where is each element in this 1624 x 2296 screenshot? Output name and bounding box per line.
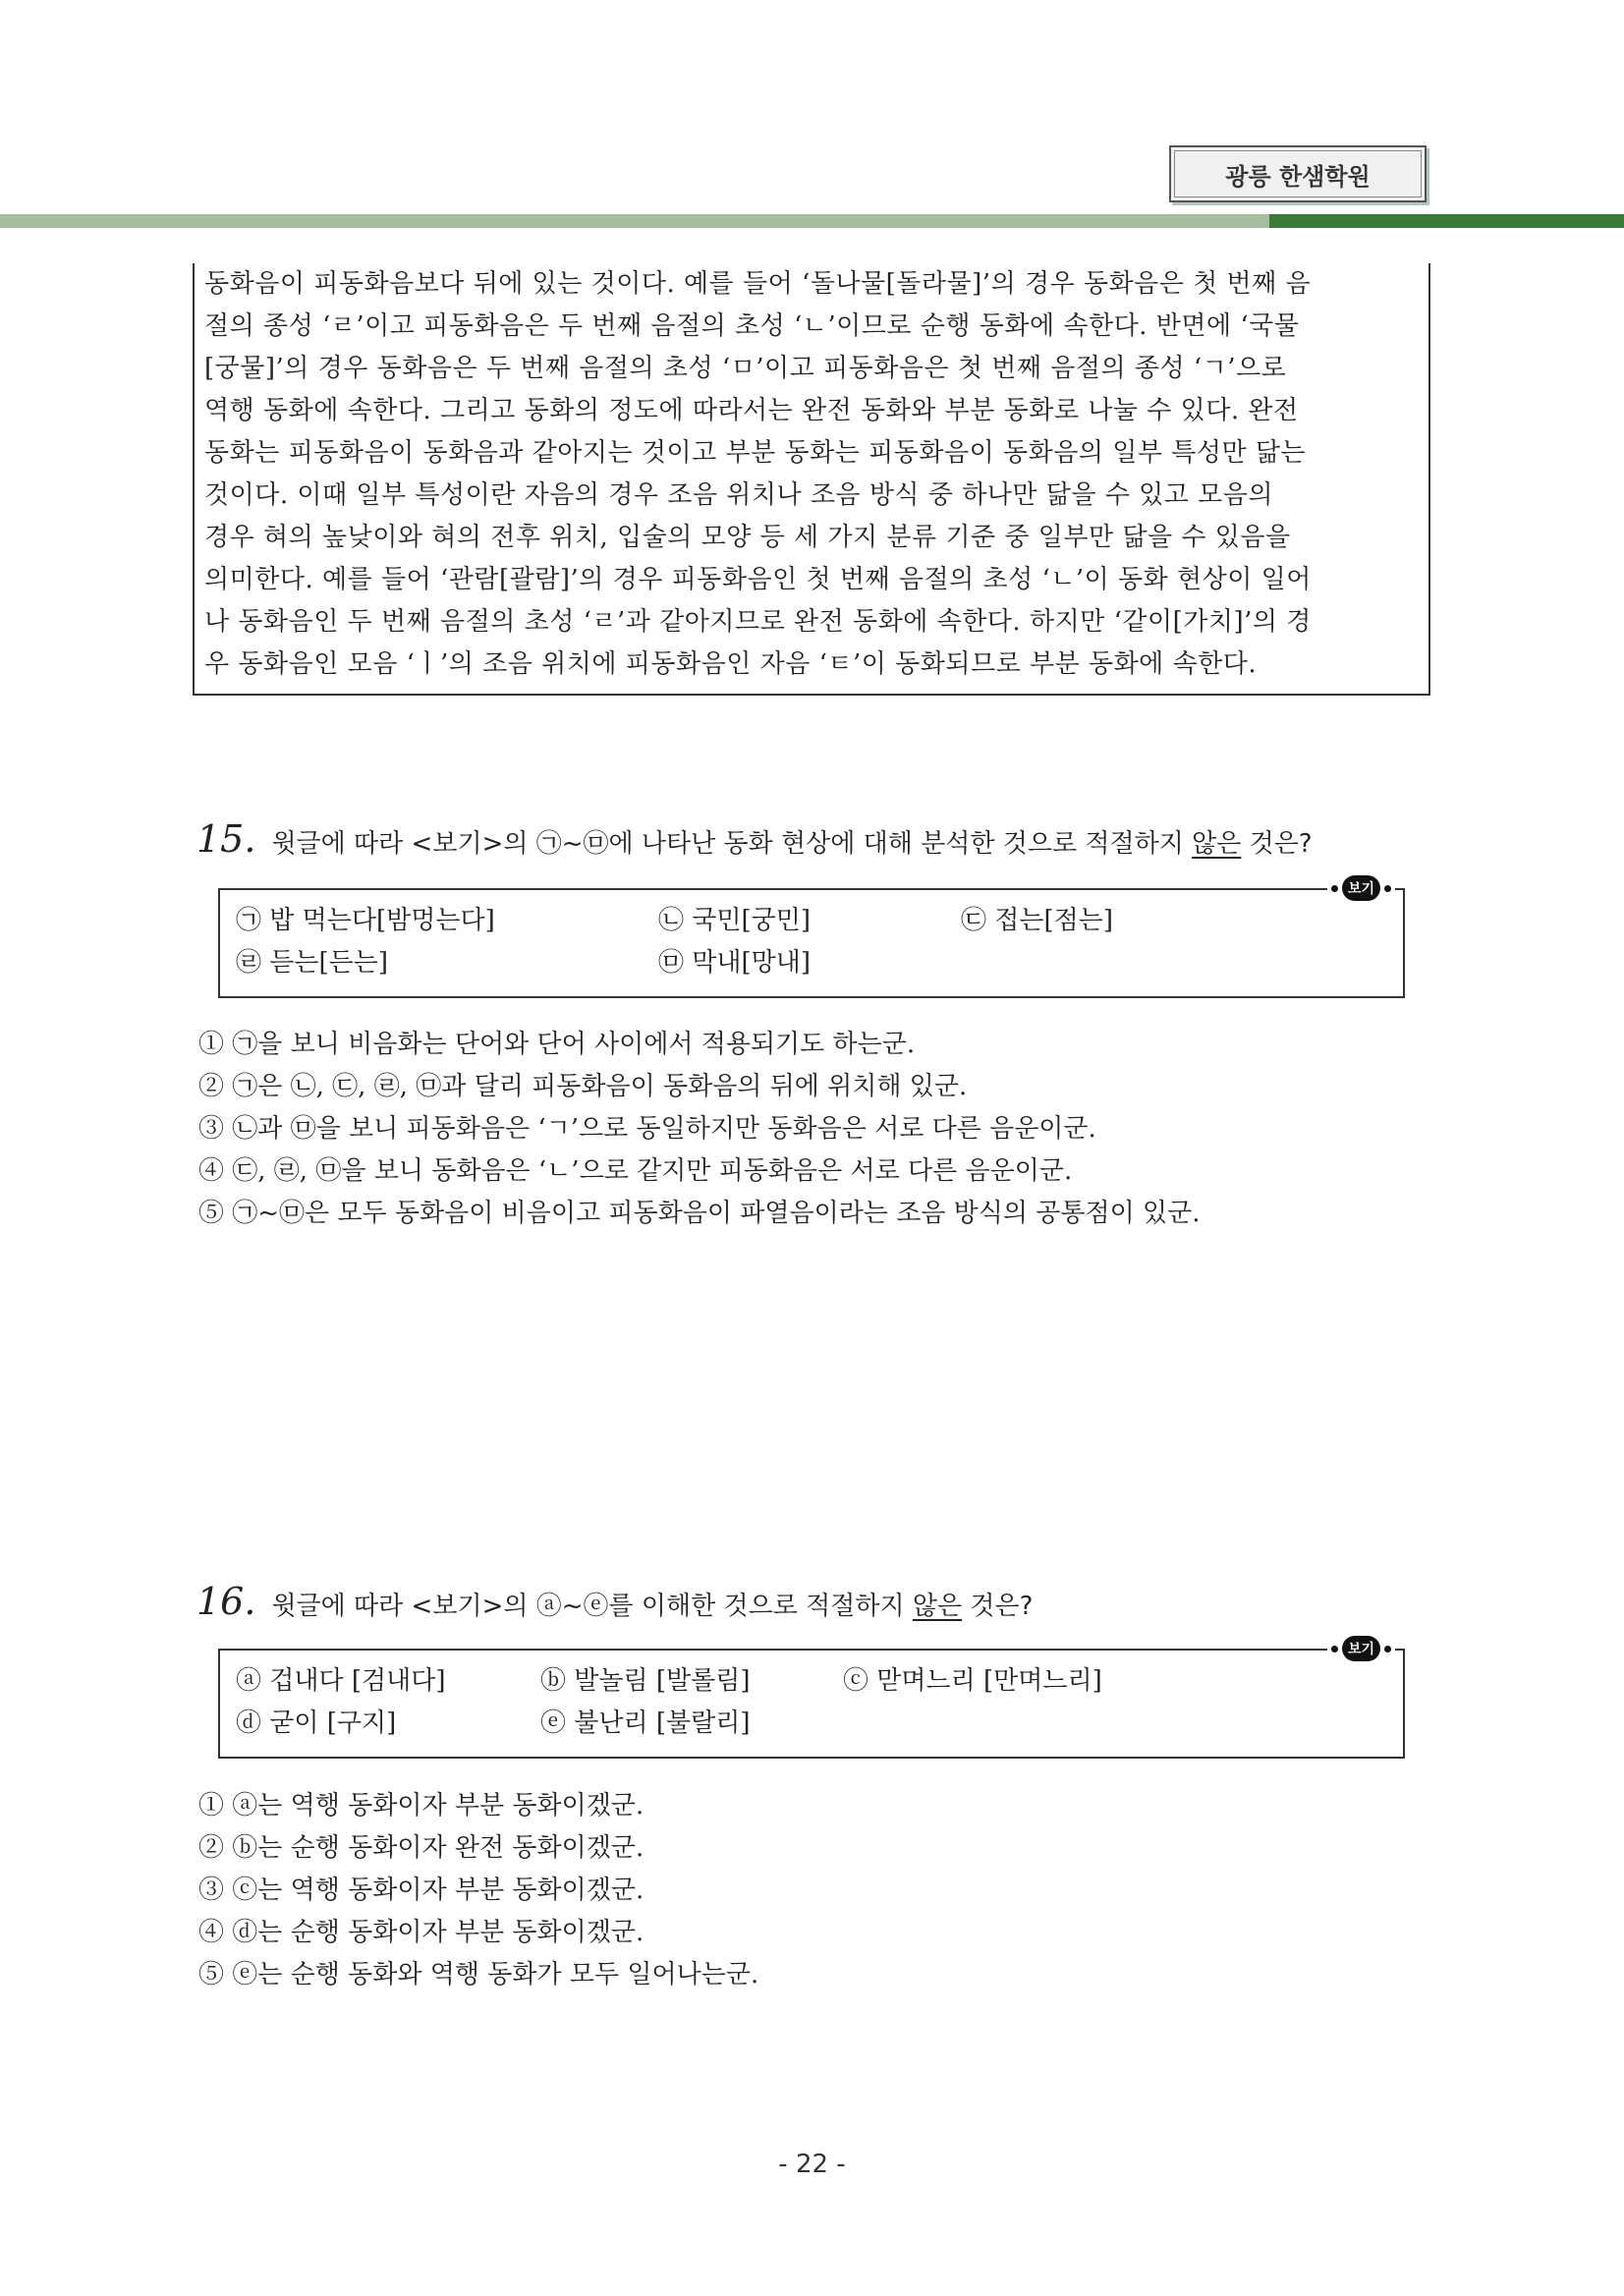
bogi-item: ⓔ 불난리 [불랄리] <box>540 1708 751 1738</box>
bullet-dot-icon <box>1384 1646 1391 1652</box>
question-number: 16. <box>196 1580 256 1623</box>
bullet-dot-icon <box>1384 885 1391 892</box>
emphasis-underline: 않은 <box>912 1592 963 1621</box>
answer-choice[interactable]: ① ㉠을 보니 비음화는 단어와 단어 사이에서 적용되기도 하는군. <box>198 1030 916 1059</box>
passage-line: 동화는 피동화음이 동화음과 같아지는 것이고 부분 동화는 피동화음이 동화음의 일부 특성만 닮는 <box>204 438 1307 468</box>
question-15-bogi-box <box>218 881 1405 998</box>
question-number: 15. <box>196 817 256 861</box>
answer-choice[interactable]: ② ㉠은 ㉡, ㉢, ㉣, ㉤과 달리 피동화음이 동화음의 뒤에 위치해 있군. <box>198 1072 968 1101</box>
answer-choice[interactable]: ⑤ ⓔ는 순행 동화와 역행 동화가 모두 일어나는군. <box>198 1960 759 1989</box>
page-number: - 22 - <box>778 2150 846 2179</box>
bogi-item: ㉠ 밥 먹는다[밤멍는다] <box>236 906 495 935</box>
bogi-item: ㉣ 듣는[든는] <box>236 948 389 978</box>
bullet-dot-icon <box>1331 1646 1338 1652</box>
bogi-label <box>1327 1635 1395 1662</box>
passage-line: 것이다. 이때 일부 특성이란 자음의 경우 조음 위치나 조음 방식 중 하나만 닮을 수 있고 모음의 <box>204 480 1274 510</box>
passage-line: [궁물]’의 경우 동화음은 두 번째 음절의 초성 ‘ㅁ’이고 피동화음은 첫 번째 음절의 종성 ‘ㄱ’으로 <box>204 354 1287 383</box>
passage-line: 경우 혀의 높낮이와 혀의 전후 위치, 입술의 모양 등 세 가지 분류 기준 중 일부만 닮을 수 있음을 <box>204 523 1291 552</box>
bogi-item: ㉢ 접는[점는] <box>961 906 1114 935</box>
bogi-item: ⓒ 맏며느리 [만며느리] <box>843 1666 1102 1696</box>
answer-choice[interactable]: ④ ⓓ는 순행 동화이자 부분 동화이겠군. <box>198 1918 644 1947</box>
bogi-item: ㉡ 국민[궁민] <box>658 906 812 935</box>
question-16-bogi-box <box>218 1642 1405 1759</box>
bogi-item: ㉤ 막내[망내] <box>658 948 812 978</box>
passage-line: 동화음이 피동화음보다 뒤에 있는 것이다. 예를 들어 ‘돌나물[돌라물]’의 경우 동화음은 첫 번째 음 <box>204 269 1312 299</box>
passage-line: 나 동화음인 두 번째 음절의 초성 ‘ㄹ’과 같아지므로 완전 동화에 속한다. 하지만 ‘같이[가치]’의 경 <box>204 607 1312 637</box>
question-15-choices <box>198 1024 1201 1235</box>
emphasis-underline: 않은 <box>1192 829 1242 859</box>
question-text: 윗글에 따라 <보기>의 ㉠~㉤에 나타난 동화 현상에 대해 분석한 것으로 적절하지 않은 것은? <box>271 829 1313 859</box>
bogi-label <box>1327 874 1395 902</box>
bogi-seal: 보기 <box>1342 1636 1380 1661</box>
academy-name: 광릉 한샘학원 <box>1225 162 1371 191</box>
bullet-dot-icon <box>1331 885 1338 892</box>
question-16-stem <box>196 1580 1434 1623</box>
academy-badge <box>1169 145 1427 202</box>
question-16-choices <box>198 1785 758 1996</box>
header-rule-light <box>0 214 1269 228</box>
answer-choice[interactable]: ⑤ ㉠~㉤은 모두 동화음이 비음이고 피동화음이 파열음이라는 조음 방식의 공통점이 있군. <box>198 1199 1201 1228</box>
answer-choice[interactable]: ② ⓑ는 순행 동화이자 완전 동화이겠군. <box>198 1833 644 1863</box>
question-text: 윗글에 따라 <보기>의 ⓐ~ⓔ를 이해한 것으로 적절하지 않은 것은? <box>271 1592 1034 1621</box>
bogi-item: ⓓ 굳이 [구지] <box>236 1708 397 1738</box>
passage-line: 역행 동화에 속한다. 그리고 동화의 정도에 따라서는 완전 동화와 부분 동화로 나눌 수 있다. 완전 <box>204 396 1299 425</box>
reading-passage <box>193 263 1430 696</box>
bogi-item: ⓑ 발놀림 [발롤림] <box>540 1666 751 1696</box>
answer-choice[interactable]: ③ ⓒ는 역행 동화이자 부분 동화이겠군. <box>198 1876 644 1905</box>
bogi-item: ⓐ 겁내다 [검내다] <box>236 1666 446 1696</box>
passage-line: 절의 종성 ‘ㄹ’이고 피동화음은 두 번째 음절의 초성 ‘ㄴ’이므로 순행 동화에 속한다. 반면에 ‘국물 <box>204 311 1300 341</box>
bogi-seal: 보기 <box>1342 875 1380 901</box>
question-15-stem <box>196 817 1434 861</box>
answer-choice[interactable]: ① ⓐ는 역행 동화이자 부분 동화이겠군. <box>198 1791 644 1820</box>
passage-line: 우 동화음인 모음 ‘ㅣ’의 조음 위치에 피동화음인 자음 ‘ㅌ’이 동화되므로 부분 동화에 속한다. <box>204 649 1258 679</box>
header-rule-dark <box>1269 214 1624 228</box>
passage-line: 의미한다. 예를 들어 ‘관람[괄람]’의 경우 피동화음인 첫 번째 음절의 초성 ‘ㄴ’이 동화 현상이 일어 <box>204 565 1312 594</box>
answer-choice[interactable]: ③ ㉡과 ㉤을 보니 피동화음은 ‘ㄱ’으로 동일하지만 동화음은 서로 다른 음운이군. <box>198 1114 1096 1144</box>
answer-choice[interactable]: ④ ㉢, ㉣, ㉤을 보니 동화음은 ‘ㄴ’으로 같지만 피동화음은 서로 다른 음운이군. <box>198 1156 1073 1186</box>
